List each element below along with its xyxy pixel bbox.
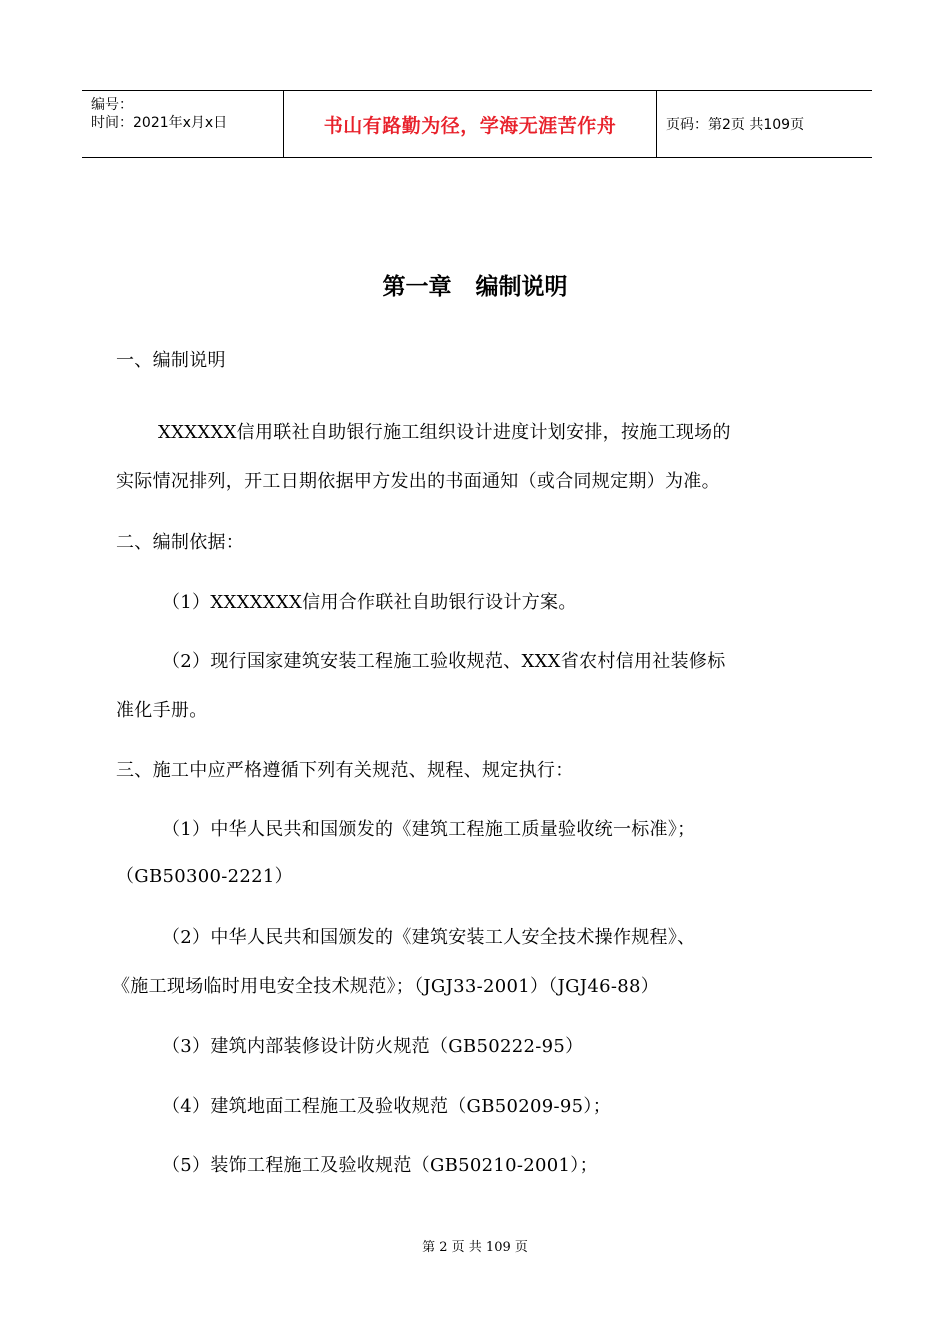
list-item-continuation: 《施工现场临时用电安全技术规范》；（JGJ33-2001）（JGJ46-88）: [112, 976, 660, 997]
header-page-cell: [657, 91, 872, 157]
page-footer: 第 2 页 共 109 页: [422, 1240, 528, 1255]
list-item: （1）中华人民共和国颁发的《建筑工程施工质量验收统一标准》；: [162, 819, 696, 840]
section-heading-1: 一、编制说明: [116, 350, 226, 371]
date-label: 时间：2021年x月x日: [91, 115, 228, 131]
section-heading-3: 三、施工中应严格遵循下列有关规范、规程、规定执行：: [116, 760, 574, 781]
chapter-title: 第一章 编制说明: [382, 274, 568, 300]
list-item: （2）中华人民共和国颁发的《建筑安装工人安全技术操作规程》、: [162, 927, 696, 948]
document-header: [82, 90, 872, 158]
motto: 书山有路勤为径，学海无涯苦作舟: [323, 114, 617, 137]
page-label: 页码：第2页 共109页: [666, 117, 805, 133]
paragraph-line: 实际情况排列，开工日期依据甲方发出的书面通知（或合同规定期）为准。: [116, 471, 720, 492]
section-heading-2: 二、编制依据：: [116, 532, 245, 553]
list-item: （2）现行国家建筑安装工程施工验收规范、XXX省农村信用社装修标: [162, 651, 726, 672]
list-item: （1）XXXXXXX信用合作联社自助银行设计方案。: [162, 592, 577, 613]
paragraph-line: XXXXXX信用联社自助银行施工组织设计进度计划安排，按施工现场的: [158, 422, 731, 443]
list-item: （4）建筑地面工程施工及验收规范（GB50209-95）；: [162, 1096, 612, 1117]
list-item: （5）装饰工程施工及验收规范（GB50210-2001）；: [162, 1155, 598, 1176]
list-item-continuation: 准化手册。: [116, 700, 208, 721]
header-motto-cell: [284, 91, 657, 157]
list-item: （3）建筑内部装修设计防火规范（GB50222-95）: [162, 1036, 584, 1057]
header-meta: [82, 91, 284, 157]
number-label: 编号：: [91, 97, 133, 113]
list-item-continuation: （GB50300-2221）: [116, 866, 293, 887]
